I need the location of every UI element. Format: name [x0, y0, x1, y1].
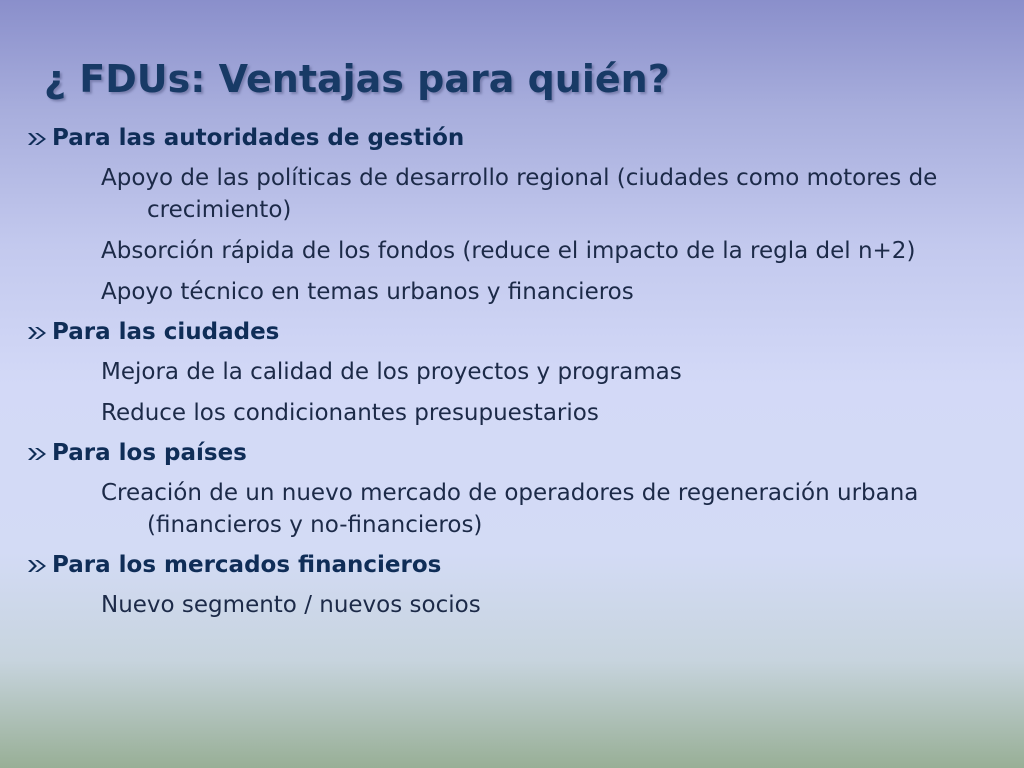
- section-heading-label: Para los mercados financieros: [52, 552, 442, 578]
- list-item: Reduce los condicionantes presupuestarios: [101, 400, 599, 426]
- arrow-bullet-icon: [26, 324, 48, 342]
- section-heading-paises: [32, 438, 1002, 468]
- list-item: Mejora de la calidad de los proyectos y programas: [101, 359, 682, 385]
- list-item: Apoyo técnico en temas urbanos y financieros: [101, 279, 634, 305]
- section-heading-label: Para los países: [52, 440, 247, 466]
- list-item: Absorción rápida de los fondos (reduce el impacto de la regla del n+2): [101, 238, 916, 264]
- arrow-bullet-icon: [26, 557, 48, 575]
- section-heading-mercados: [32, 550, 1002, 580]
- slide-title: ¿ FDUs: Ventajas para quién?: [44, 57, 670, 101]
- list-item: Apoyo de las políticas de desarrollo regional (ciudades como motores de crecimiento): [101, 165, 938, 223]
- arrow-bullet-icon: [26, 445, 48, 463]
- section-heading-label: Para las ciudades: [52, 319, 280, 345]
- slide-body: [32, 114, 1002, 630]
- arrow-bullet-icon: [26, 130, 48, 148]
- list-item: Creación de un nuevo mercado de operadores de regeneración urbana (financieros y no-financieros): [101, 480, 919, 538]
- section-heading-label: Para las autoridades de gestión: [52, 125, 465, 151]
- section-heading-autoridades: [32, 123, 1002, 153]
- list-item: Nuevo segmento / nuevos socios: [101, 592, 481, 618]
- section-heading-ciudades: [32, 317, 1002, 347]
